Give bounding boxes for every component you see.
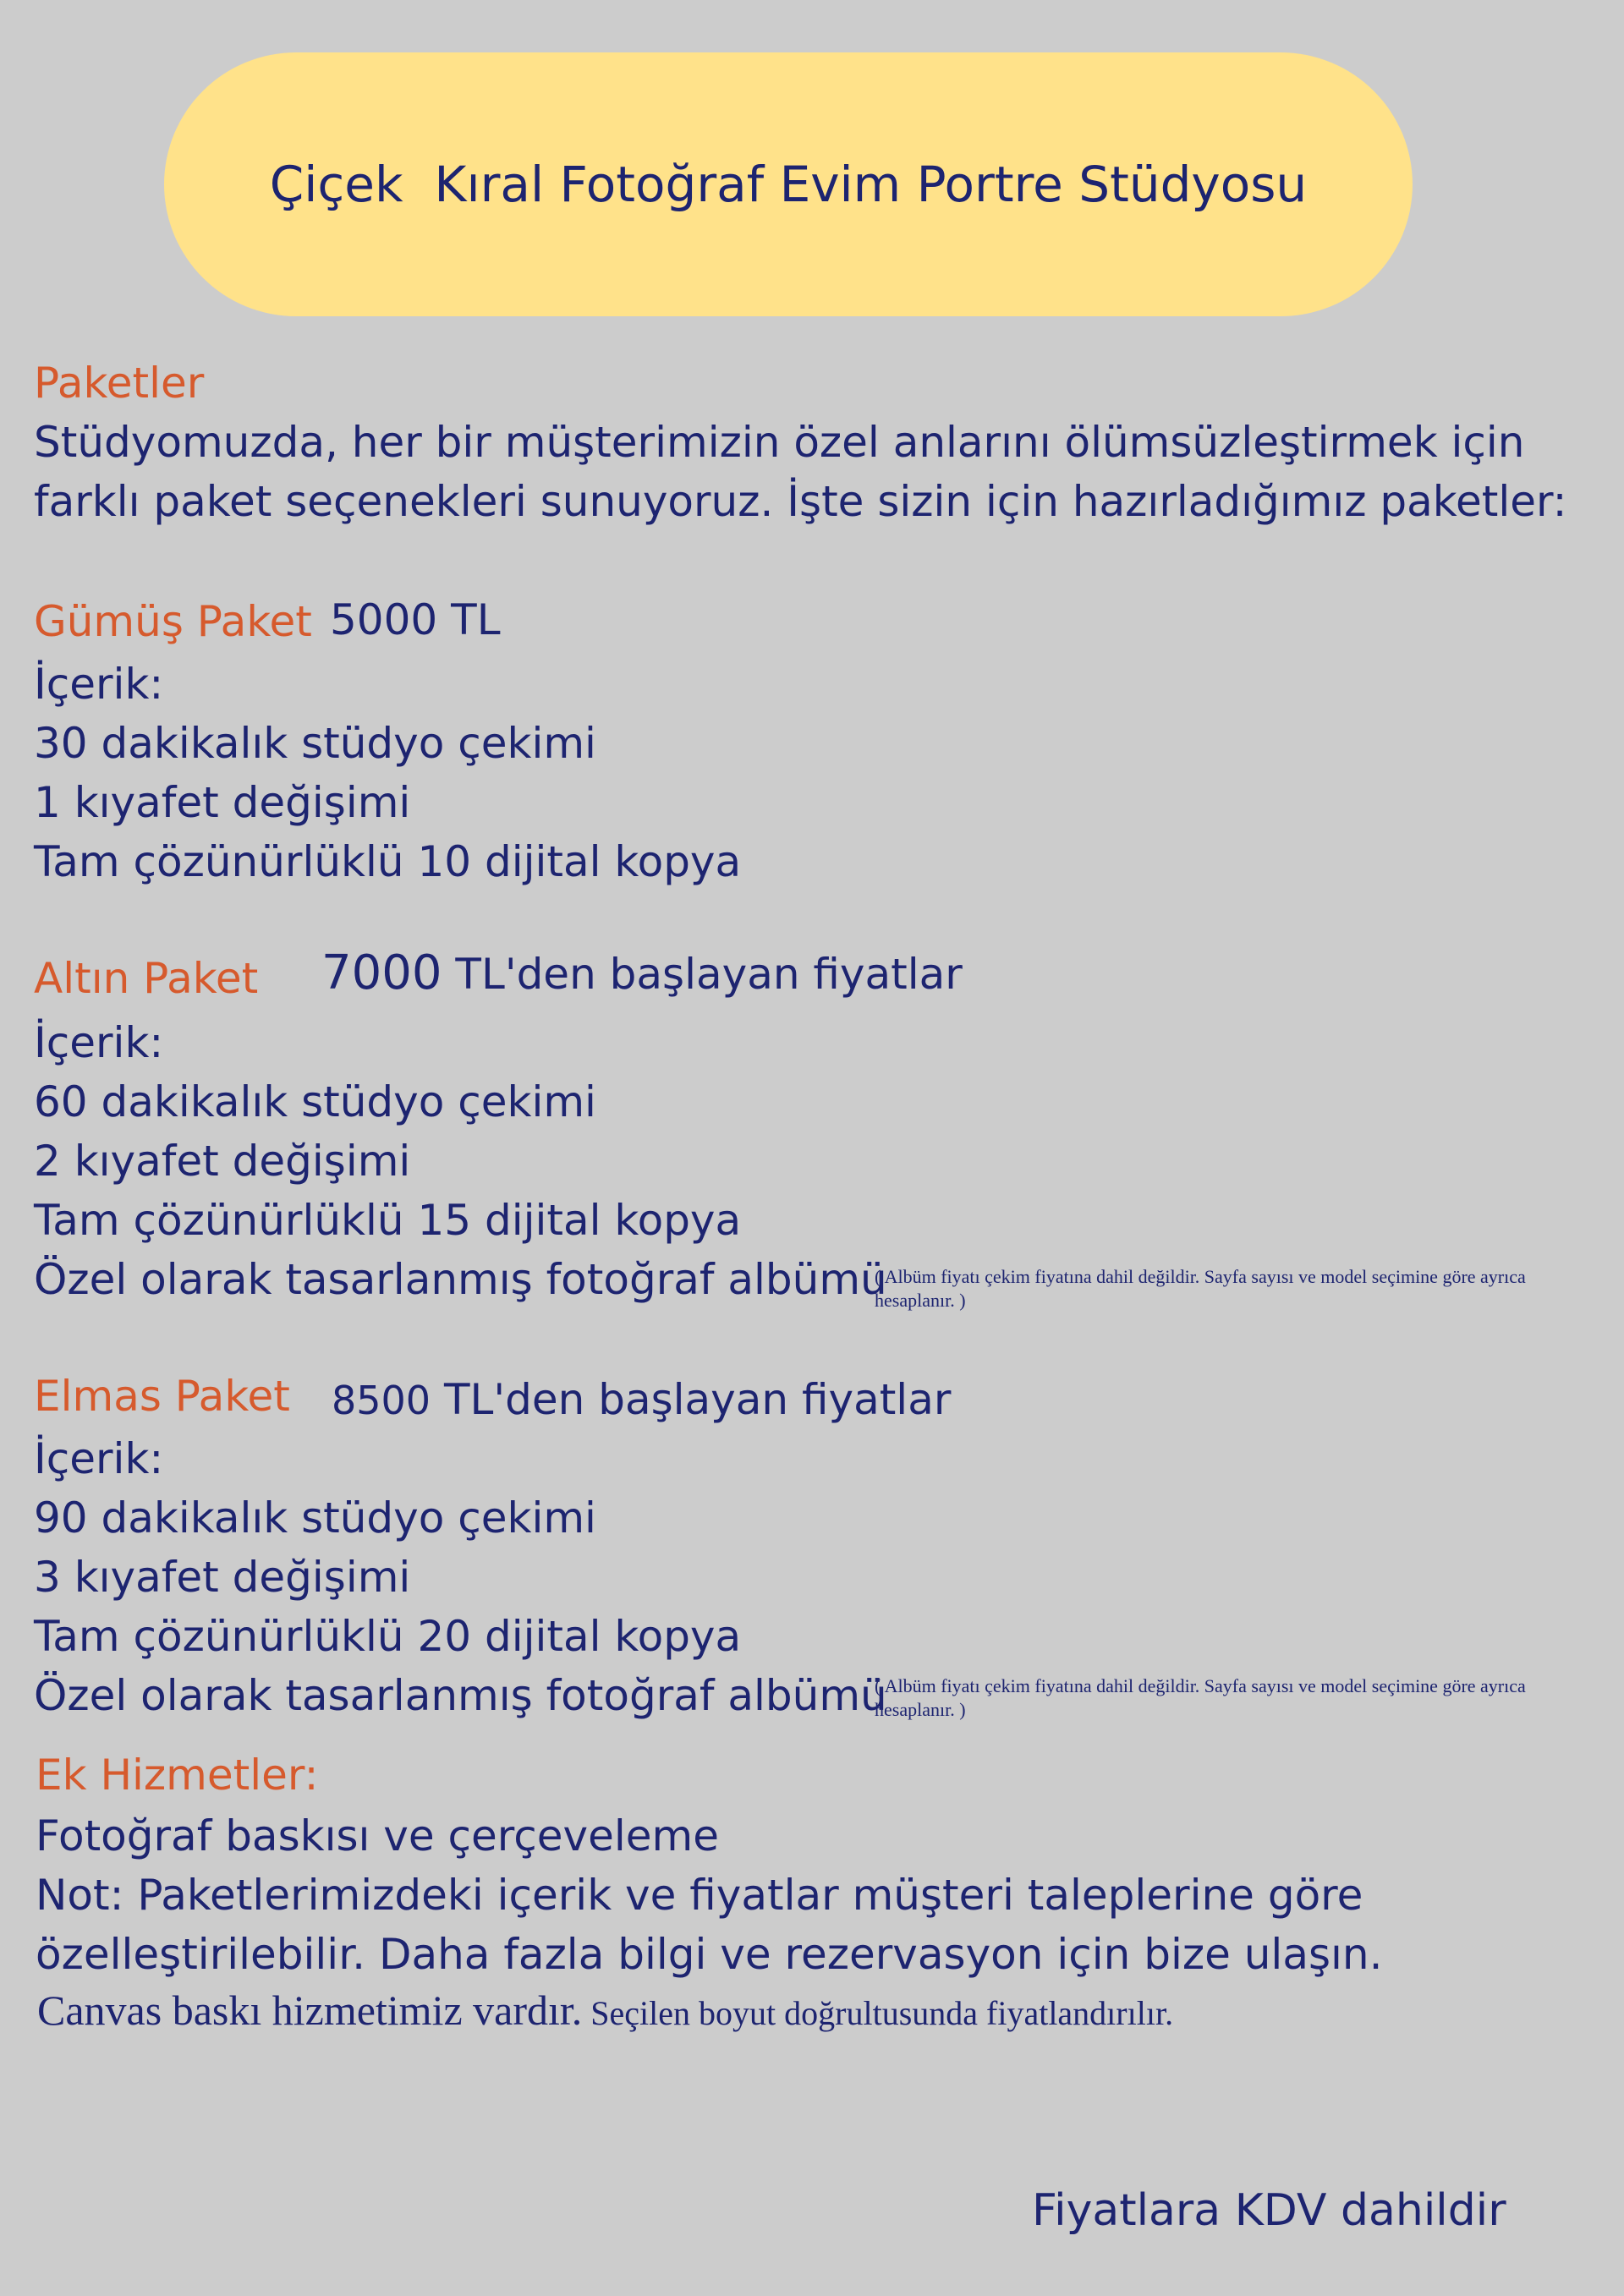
package-content-gold <box>34 1013 887 1309</box>
list-item: Özel olarak tasarlanmış fotoğraf albümü <box>34 1255 887 1304</box>
price-suffix: TL'den başlayan fiyatlar <box>443 1375 952 1424</box>
price-number: 5000 <box>330 595 438 644</box>
canvas-main: Canvas baskı hizmetimiz vardır. <box>37 1986 583 2034</box>
list-item: 90 dakikalık stüdyo çekimi <box>34 1493 596 1543</box>
package-name-diamond: Elmas Paket <box>34 1372 290 1421</box>
section-heading-packages: Paketler <box>34 359 205 408</box>
extras-line-1: Fotoğraf baskısı ve çerçeveleme <box>36 1811 719 1860</box>
canvas-service-note <box>37 1986 1173 2035</box>
list-item: 60 dakikalık stüdyo çekimi <box>34 1077 596 1126</box>
content-label: İçerik: <box>34 660 164 709</box>
package-name-gold: Altın Paket <box>34 954 259 1003</box>
list-item: Tam çözünürlüklü 10 dijital kopya <box>34 837 742 886</box>
list-item: 1 kıyafet değişimi <box>34 778 411 827</box>
package-name-silver: Gümüş Paket <box>34 597 312 646</box>
package-price-gold <box>321 945 963 1000</box>
album-note-diamond: ( Albüm fiyatı çekim fiyatına dahil değildir. Sayfa sayısı ve model seçimine göre ayrıca hesaplanır. ) <box>875 1675 1526 1720</box>
list-item: 3 kıyafet değişimi <box>34 1553 411 1602</box>
price-suffix: TL'den başlayan fiyatlar <box>455 950 963 999</box>
list-item: 2 kıyafet değişimi <box>34 1137 411 1186</box>
header-banner <box>164 52 1413 316</box>
content-label: İçerik: <box>34 1434 164 1483</box>
album-note-gold: ( Albüm fiyatı çekim fiyatına dahil değildir. Sayfa sayısı ve model seçimine göre ayrıca hesaplanır. ) <box>875 1266 1526 1311</box>
package-content-silver <box>34 655 741 891</box>
price-number: 7000 <box>321 945 442 1000</box>
section-heading-extras: Ek Hizmetler: <box>36 1751 319 1800</box>
package-content-diamond <box>34 1429 887 1725</box>
vat-note: Fiyatlara KDV dahildir <box>1032 2185 1506 2236</box>
price-number: 8500 <box>332 1378 431 1423</box>
intro-line-2: farklı paket seçenekleri sunuyoruz. İşte sizin için hazırladığımız paketler: <box>34 477 1567 526</box>
price-suffix: TL <box>451 595 501 644</box>
package-price-silver <box>330 595 501 644</box>
canvas-sub: Seçilen boyut doğrultusunda fiyatlandırılır. <box>582 1994 1174 2032</box>
content-label: İçerik: <box>34 1018 164 1067</box>
extras-line-3: özelleştirilebilir. Daha fazla bilgi ve rezervasyon için bize ulaşın. <box>36 1930 1383 1979</box>
extras-line-2: Not: Paketlerimizdeki içerik ve fiyatlar müşteri taleplerine göre <box>36 1871 1363 1920</box>
list-item: Özel olarak tasarlanmış fotoğraf albümü <box>34 1671 887 1720</box>
list-item: Tam çözünürlüklü 15 dijital kopya <box>34 1196 742 1245</box>
intro-line-1: Stüdyomuzda, her bir müşterimizin özel anlarını ölümsüzleştirmek için <box>34 418 1525 467</box>
list-item: Tam çözünürlüklü 20 dijital kopya <box>34 1612 742 1661</box>
page-title: Çiçek Kıral Fotoğraf Evim Portre Stüdyosu <box>269 156 1308 213</box>
list-item: 30 dakikalık stüdyo çekimi <box>34 719 596 768</box>
package-price-diamond <box>332 1375 951 1424</box>
